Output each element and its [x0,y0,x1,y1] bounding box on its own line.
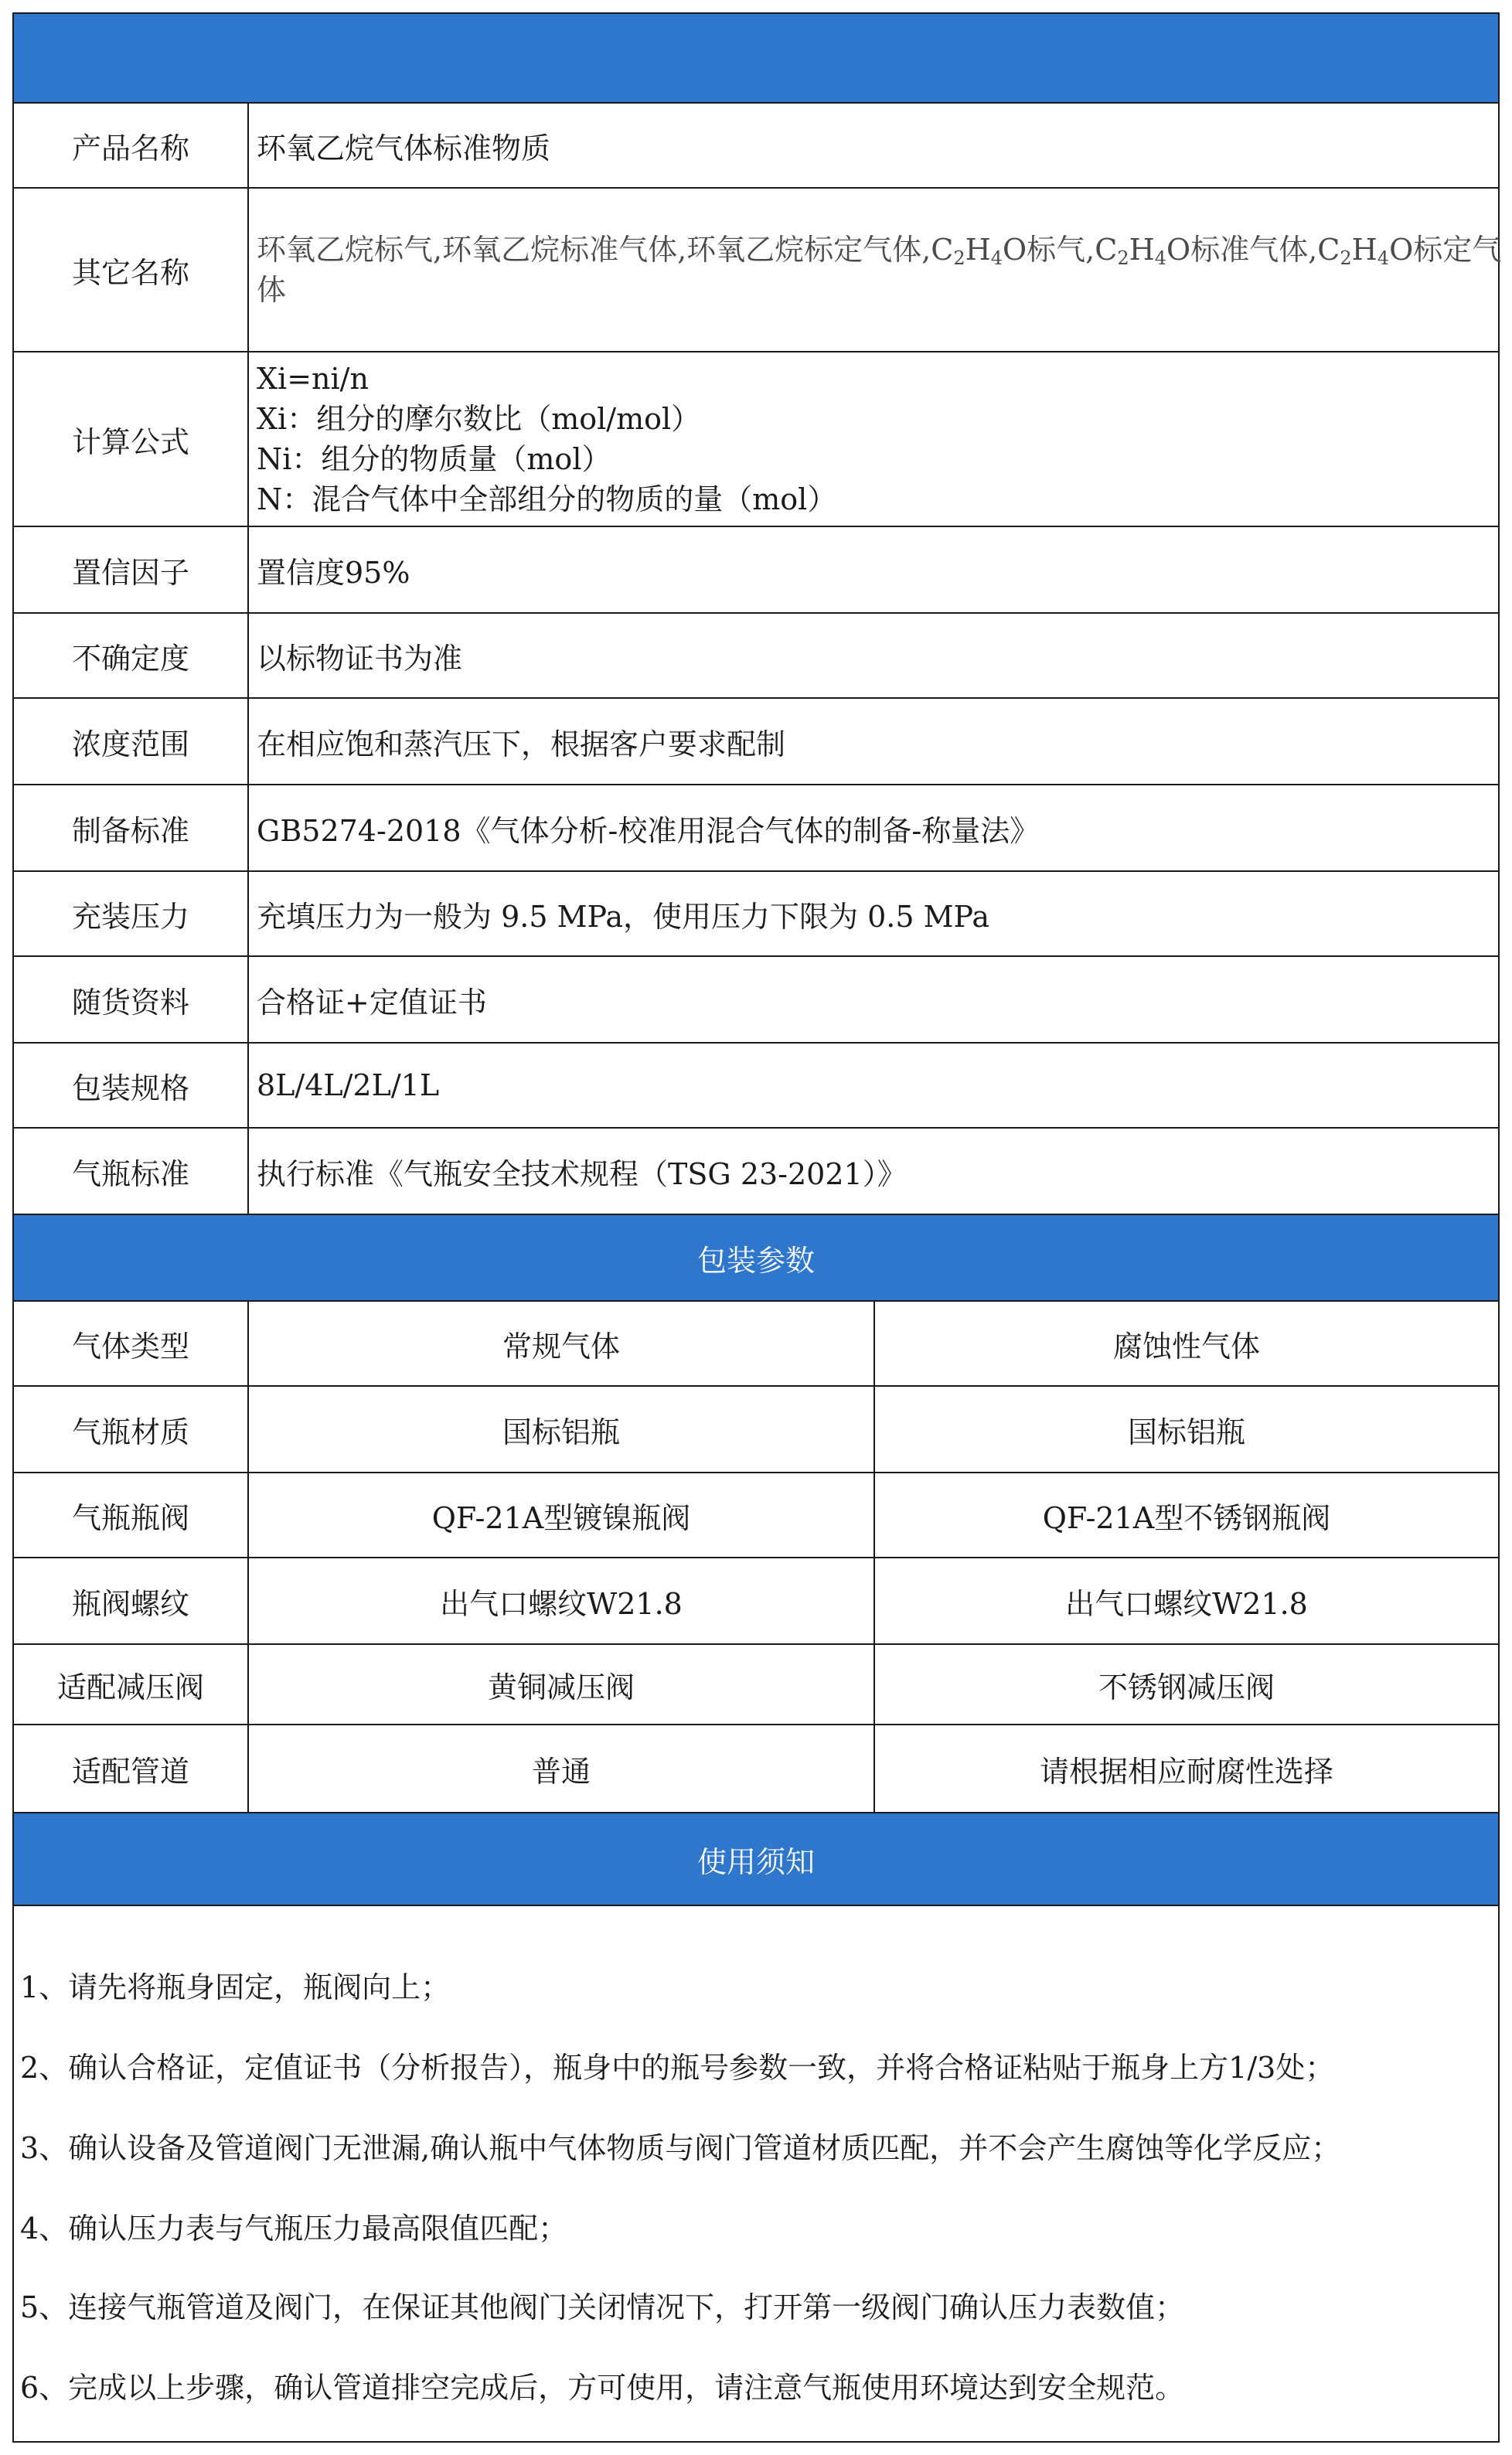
other-names-line-2: 体 [257,273,287,307]
docs-value: 合格证+定值证书 [257,985,487,1020]
param-regular: 出气口螺纹W21.8 [249,1558,875,1643]
param-regular: 普通 [249,1725,875,1812]
param-label: 气体类型 [14,1302,249,1385]
param-corrosive: 不锈钢减压阀 [1098,1670,1275,1704]
usage-title: 使用须知 [696,1844,815,1879]
pack-value: 8L/4L/2L/1L [257,1068,440,1102]
packaging-band [14,1215,1498,1302]
row-concentration-range [14,699,1498,785]
list-item: 4、确认压力表与气瓶压力最高限值匹配； [20,2212,568,2246]
formula-line: Ni：组分的物质量（mol） [257,442,611,476]
param-regular: 国标铝瓶 [249,1387,875,1472]
list-item: 3、确认设备及管道阀门无泄漏,确认瓶中气体物质与阀门管道材质匹配，并不会产生腐蚀等化学反应； [20,2131,1341,2165]
pressure-label: 充装压力 [14,872,249,955]
cylinder-label: 气瓶标准 [14,1129,249,1214]
range-label: 浓度范围 [14,699,249,784]
row-documents [14,957,1498,1044]
row-package-spec [14,1044,1498,1129]
list-item: 2、确认合格证，定值证书（分析报告），瓶身中的瓶号参数一致，并将合格证粘贴于瓶身上方1/3处； [20,2051,1335,2085]
uncertainty-label: 不确定度 [14,614,249,697]
standard-value: GB5274-2018《气体分析-校准用混合气体的制备-称量法》 [257,813,1040,848]
row-product-name [14,104,1498,189]
cylinder-value: 执行标准《气瓶安全技术规程（TSG 23-2021）》 [257,1156,907,1191]
row-uncertainty [14,614,1498,699]
table-row [14,1387,1498,1473]
row-formula [14,352,1498,527]
other-names-label: 其它名称 [14,189,249,351]
row-fill-pressure [14,872,1498,957]
param-regular: 黄铜减压阀 [249,1645,875,1724]
param-label: 适配减压阀 [14,1645,249,1724]
other-names-line-1: 环氧乙烷标气,环氧乙烷标准气体,环氧乙烷标定气体$,C_2H_4O$标气$,C_2H_4O$标准气体$,C_2H_4O$标定气 [257,233,1502,269]
param-corrosive: 请根据相应耐腐性选择 [1039,1754,1333,1789]
usage-notes [14,1906,1498,2441]
list-item: 1、请先将瓶身固定，瓶阀向上； [20,1970,451,2004]
row-cylinder-standard [14,1129,1498,1215]
standard-label: 制备标准 [14,785,249,870]
param-label: 气瓶瓶阀 [14,1473,249,1557]
param-label: 气瓶材质 [14,1387,249,1472]
other-names-value [249,189,1502,351]
param-regular: 常规气体 [249,1302,875,1385]
header-band [14,14,1498,104]
list-item: 6、完成以上步骤，确认管道排空完成后，方可使用，请注意气瓶使用环境达到安全规范。 [20,2371,1185,2405]
formula-line: N：混合气体中全部组分的物质的量（mol） [257,482,837,516]
table-row [14,1645,1498,1725]
confidence-value: 置信度95% [257,555,410,590]
pressure-value: 充填压力为一般为 9.5 MPa，使用压力下限为 0.5 MPa [257,899,990,934]
table-row [14,1473,1498,1558]
param-corrosive: 出气口螺纹W21.8 [1065,1586,1308,1621]
row-confidence [14,527,1498,614]
param-corrosive: QF-21A型不锈钢瓶阀 [1042,1500,1331,1535]
param-label: 适配管道 [14,1725,249,1812]
docs-label: 随货资料 [14,957,249,1042]
formula-line: Xi：组分的摩尔数比（mol/mol） [257,402,701,436]
packaging-title: 包装参数 [696,1243,815,1278]
param-corrosive: 腐蚀性气体 [1112,1329,1260,1364]
product-name-label: 产品名称 [14,104,249,187]
row-other-names [14,189,1502,352]
formula-value [249,352,1498,526]
param-label: 瓶阀螺纹 [14,1558,249,1643]
param-regular: QF-21A型镀镍瓶阀 [249,1473,875,1557]
range-value: 在相应饱和蒸汽压下，根据客户要求配制 [257,727,786,761]
product-name-value: 环氧乙烷气体标准物质 [257,131,551,165]
row-prep-standard [14,785,1498,872]
confidence-label: 置信因子 [14,527,249,612]
pack-label: 包装规格 [14,1044,249,1127]
param-corrosive: 国标铝瓶 [1127,1415,1245,1449]
formula-label: 计算公式 [14,352,249,526]
table-row [14,1558,1498,1645]
table-row [14,1302,1498,1387]
usage-band [14,1813,1498,1906]
table-row [14,1725,1498,1813]
list-item: 5、连接气瓶管道及阀门，在保证其他阀门关闭情况下，打开第一级阀门确认压力表数值； [20,2290,1185,2324]
formula-line: Xi=ni/n [257,362,369,396]
uncertainty-value: 以标物证书为准 [257,641,463,676]
product-spec-sheet [12,12,1500,2443]
